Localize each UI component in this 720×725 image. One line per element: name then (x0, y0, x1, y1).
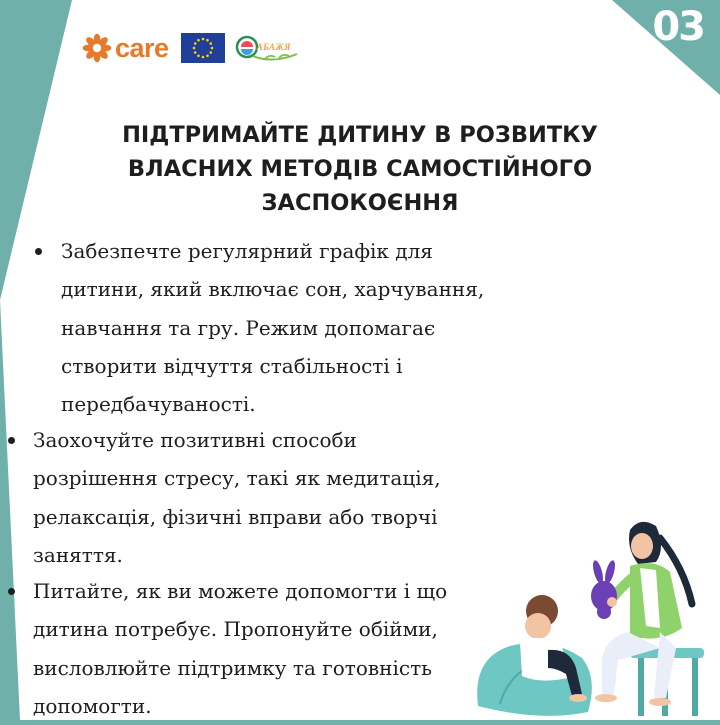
list-item-line: Питайте, як ви можете допомогти і що (33, 579, 448, 603)
list-item-line: навчання та гру. Режим допомагає (61, 315, 436, 340)
title-line: ЗАСПОКОЄННЯ (261, 190, 459, 216)
title-line: ПІДТРИМАЙТЕ ДИТИНУ В РОЗВИТКУ (122, 122, 598, 148)
bullet-dot (35, 248, 42, 255)
list-item-line: розрішення стресу, такі як медитація, (33, 466, 441, 491)
list-item-line: дитина потребує. Пропонуйте обійми, (33, 617, 438, 642)
title-line: ВЛАСНИХ МЕТОДІВ САМОСТІЙНОГО (127, 156, 593, 182)
parent-child-illustration (470, 508, 720, 720)
list-item (33, 421, 441, 574)
list-item-line: допомогти. (33, 693, 152, 718)
care-flower-icon (82, 33, 112, 63)
care-logo (82, 30, 169, 66)
list-item-line: створити відчуття стабільності і (61, 353, 403, 378)
list-item (33, 572, 447, 725)
ngo-logo (235, 30, 305, 66)
list-item-line: передбачуваності. (61, 392, 256, 417)
eu-flag-icon (181, 33, 225, 63)
partner-logos (82, 30, 305, 66)
page-title (60, 118, 660, 220)
list-item-line: Заохочуйте позитивні способи (33, 428, 357, 452)
ngo-wordmark: АБАЖЯ (256, 42, 292, 52)
list-item-line: дитини, який включає сон, харчування, (61, 277, 485, 302)
bullet-dot (8, 437, 15, 444)
care-wordmark: care (115, 32, 169, 63)
bullet-dot (8, 588, 15, 595)
list-item-line: заняття. (33, 542, 123, 567)
list-item-line: релаксація, фізичні вправи або творчі (33, 504, 438, 529)
list-item (61, 232, 484, 423)
list-item-line: Забезпечте регулярний графік для (61, 239, 433, 263)
list-item-line: висловлюйте підтримку та готовність (33, 655, 433, 680)
page-number: 03 (652, 4, 704, 50)
